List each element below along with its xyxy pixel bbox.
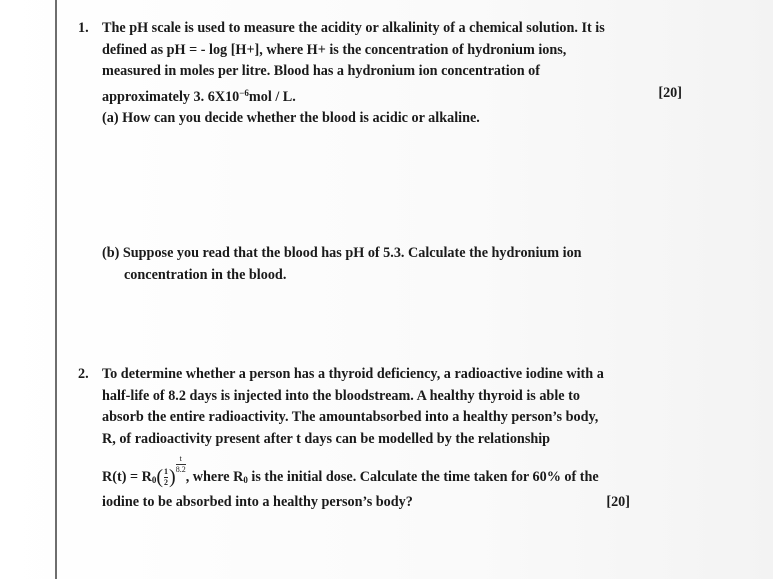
r0-subscript: 0 <box>243 475 248 485</box>
margin-rule <box>55 0 57 579</box>
question-2-line-3: absorb the entire radioactivity. The amountabsorbed into a healthy person’s body, <box>102 409 599 425</box>
question-2-marks: [20] <box>606 493 630 510</box>
formula-fraction-numerator: 1 <box>164 467 169 477</box>
formula-lhs: R(t) = R <box>102 469 152 485</box>
formula-exponent <box>176 455 186 474</box>
question-1-line-1: The pH scale is used to measure the acidity or alkalinity of a chemical solution. It is <box>102 20 605 36</box>
question-1-part-b-line-1: (b) Suppose you read that the blood has pH of 5.3. Calculate the hydronium ion <box>102 245 582 261</box>
q1-concentration-unit: mol / L. <box>248 88 296 105</box>
q1-concentration-prefix: approximately 3. 6X10 <box>102 88 240 105</box>
formula-text-rest: is the initial dose. Calculate the time taken for 60% of the <box>247 469 599 485</box>
formula-close-paren: ) <box>169 466 176 488</box>
question-2 <box>78 364 672 450</box>
question-2-line-4: R, of radioactivity present after t days can be modelled by the relationship <box>102 430 551 447</box>
question-1-number: 1. <box>78 20 89 36</box>
formula-open-paren: ( <box>156 466 164 488</box>
q1-concentration-exponent: −6 <box>239 87 249 98</box>
formula-text-where: , where R <box>185 469 244 485</box>
question-2-line-6 <box>102 492 674 514</box>
formula-fraction-denominator: 2 <box>164 478 169 488</box>
question-2-line-1: To determine whether a person has a thyroid deficiency, a radioactive iodine with a <box>102 366 604 382</box>
formula-r0-subscript: 0 <box>151 475 157 485</box>
question-2-formula-line <box>102 455 674 513</box>
question-1-part-a: (a) How can you decide whether the blood is acidic or alkaline. <box>102 110 480 126</box>
question-2-final-text: iodine to be absorbed into a healthy person’s body? <box>102 493 413 510</box>
question-2-line-2: half-life of 8.2 days is injected into the bloodstream. A healthy thyroid is able to <box>102 387 580 404</box>
question-1-line-3: measured in moles per litre. Blood has a hydronium ion concentration of <box>102 63 540 79</box>
question-1-marks: [20] <box>658 84 682 101</box>
question-2-number: 2. <box>78 366 89 382</box>
formula-exponent-numerator: t <box>179 454 182 463</box>
question-1-line-4 <box>102 83 682 109</box>
question-1-part-b <box>102 243 682 286</box>
formula-half-fraction <box>164 468 168 487</box>
question-1 <box>78 18 682 130</box>
question-1-line-2: defined as pH = - log [H+], where H+ is the concentration of hydronium ions, <box>102 41 567 58</box>
formula-exponent-denominator: 8.2 <box>175 465 186 474</box>
question-1-part-b-line-2: concentration in the blood. <box>124 266 287 283</box>
